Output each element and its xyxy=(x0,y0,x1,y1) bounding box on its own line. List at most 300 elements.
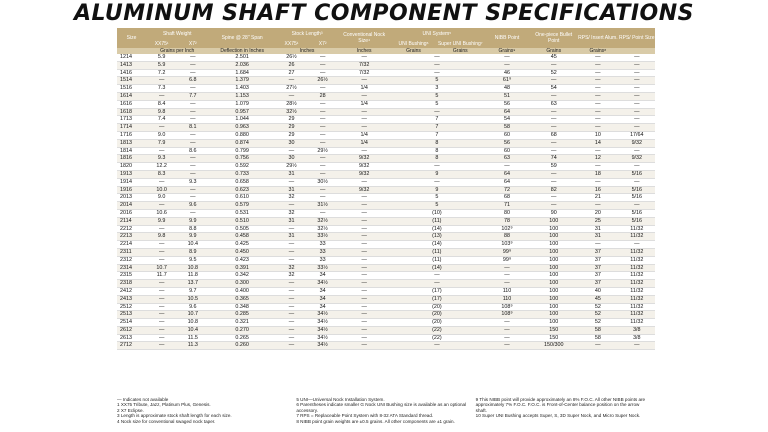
cell-onepiece-point: 82 xyxy=(530,186,577,194)
cell-rps-point-size: 9/32 xyxy=(619,139,655,147)
cell-length-x7: — xyxy=(307,61,338,69)
cell-nibb-point: 56 xyxy=(484,139,531,147)
cell-uni-bushing: 8 xyxy=(390,139,483,147)
cell-size: 2114 xyxy=(117,217,146,225)
header-stock-x7: X7² xyxy=(307,40,338,48)
table-row xyxy=(117,124,655,132)
cell-rps-point-size: — xyxy=(619,124,655,132)
cell-rps-insert: — xyxy=(577,69,619,77)
cell-rps-insert: 18 xyxy=(577,170,619,178)
cell-length-x7: 32½ xyxy=(307,225,338,233)
cell-weight-xx75: — xyxy=(146,241,177,249)
cell-uni-bushing: 7 xyxy=(390,124,483,132)
cell-length-x7: — xyxy=(307,85,338,93)
cell-onepiece-point: 100 xyxy=(530,319,577,327)
cell-uni-bushing: 8 xyxy=(390,155,483,163)
cell-size: 2514 xyxy=(117,319,146,327)
footnote: 4 Nock size for conventional swaged nock taper. xyxy=(117,418,216,424)
cell-weight-xx75: 8.3 xyxy=(146,170,177,178)
cell-spine: 0.342 xyxy=(208,272,276,280)
footnote: 8 NIBB point grain weights are ±0.5 grains. All other components are ±1 grain. xyxy=(296,418,455,424)
cell-uni-bushing: (13) xyxy=(390,233,483,241)
table-row xyxy=(117,209,655,217)
cell-spine: 0.321 xyxy=(208,319,276,327)
cell-rps-point-size: 5/16 xyxy=(619,209,655,217)
cell-rps-insert: 52 xyxy=(577,311,619,319)
cell-rps-point-size: — xyxy=(619,147,655,155)
cell-spine: 1.403 xyxy=(208,85,276,93)
cell-length-xx75: 31 xyxy=(276,217,307,225)
cell-length-x7: — xyxy=(307,186,338,194)
cell-nock-size: 7/32 xyxy=(338,61,390,69)
header-size: Size xyxy=(117,28,146,48)
cell-onepiece-point: 74 xyxy=(530,155,577,163)
cell-length-x7: — xyxy=(307,170,338,178)
cell-weight-xx75: 9.9 xyxy=(146,217,177,225)
cell-length-xx75: — xyxy=(276,202,307,210)
cell-spine: 1.079 xyxy=(208,100,276,108)
cell-size: 2312 xyxy=(117,256,146,264)
cell-weight-x7: 10.4 xyxy=(177,241,208,249)
cell-nibb-point: 60 xyxy=(484,131,531,139)
cell-rps-insert: — xyxy=(577,241,619,249)
cell-rps-insert: — xyxy=(577,124,619,132)
cell-spine: 1.153 xyxy=(208,92,276,100)
cell-weight-xx75: — xyxy=(146,77,177,85)
cell-rps-point-size: 5/16 xyxy=(619,217,655,225)
cell-size: 1716 xyxy=(117,131,146,139)
units-uni2: Grains xyxy=(437,48,484,54)
cell-rps-point-size: — xyxy=(619,342,655,350)
cell-rps-point-size: 5/16 xyxy=(619,194,655,202)
cell-uni-bushing: (11) xyxy=(390,256,483,264)
cell-length-xx75: — xyxy=(276,334,307,342)
cell-onepiece-point: — xyxy=(530,92,577,100)
units-spine: Deflection in Inches xyxy=(208,48,276,54)
cell-size: 2016 xyxy=(117,209,146,217)
cell-length-x7: 34 xyxy=(307,303,338,311)
cell-length-xx75: — xyxy=(276,92,307,100)
cell-size: 2613 xyxy=(117,334,146,342)
cell-uni-bushing: (11) xyxy=(390,248,483,256)
cell-nock-size: — xyxy=(338,116,390,124)
cell-size: 1813 xyxy=(117,139,146,147)
cell-rps-insert: — xyxy=(577,108,619,116)
cell-uni-bushing: 9 xyxy=(390,170,483,178)
cell-onepiece-point: 100 xyxy=(530,287,577,295)
cell-rps-insert: 52 xyxy=(577,319,619,327)
cell-spine: 0.579 xyxy=(208,202,276,210)
units-weight: Grains per Inch xyxy=(146,48,208,54)
cell-nock-size: — xyxy=(338,108,390,116)
cell-rps-point-size: 9/32 xyxy=(619,155,655,163)
cell-onepiece-point: 63 xyxy=(530,100,577,108)
table-row xyxy=(117,217,655,225)
cell-length-xx75: — xyxy=(276,147,307,155)
cell-weight-x7: — xyxy=(177,139,208,147)
table-row xyxy=(117,202,655,210)
cell-length-xx75: 32½ xyxy=(276,108,307,116)
cell-size: 2513 xyxy=(117,311,146,319)
cell-spine: 0.505 xyxy=(208,225,276,233)
cell-weight-xx75: — xyxy=(146,342,177,350)
cell-length-x7: — xyxy=(307,124,338,132)
cell-nock-size: — xyxy=(338,326,390,334)
table-row xyxy=(117,163,655,171)
table-row xyxy=(117,147,655,155)
cell-length-x7: — xyxy=(307,108,338,116)
table-row xyxy=(117,61,655,69)
table-row xyxy=(117,139,655,147)
cell-uni-bushing: (17) xyxy=(390,295,483,303)
cell-weight-xx75: — xyxy=(146,225,177,233)
footnotes-column-2 xyxy=(296,397,475,431)
cell-onepiece-point: 100 xyxy=(530,311,577,319)
cell-weight-x7: — xyxy=(177,116,208,124)
cell-onepiece-point: 100 xyxy=(530,217,577,225)
cell-rps-point-size: 11/32 xyxy=(619,303,655,311)
cell-spine: 0.733 xyxy=(208,170,276,178)
cell-nibb-point: 99⁹ xyxy=(484,248,531,256)
cell-weight-x7: 9.6 xyxy=(177,303,208,311)
cell-uni-bushing: 5 xyxy=(390,92,483,100)
cell-weight-xx75: — xyxy=(146,326,177,334)
table-row xyxy=(117,248,655,256)
cell-nock-size: — xyxy=(338,264,390,272)
cell-rps-point-size: — xyxy=(619,69,655,77)
cell-nock-size: 1/4 xyxy=(338,100,390,108)
cell-weight-xx75: 11.7 xyxy=(146,272,177,280)
cell-nibb-point: 58 xyxy=(484,124,531,132)
cell-nibb-point: — xyxy=(484,61,531,69)
header-rps-insert: RPS/ Insert Alum. xyxy=(577,28,619,48)
table-row xyxy=(117,256,655,264)
cell-spine: 0.957 xyxy=(208,108,276,116)
cell-spine: 1.379 xyxy=(208,77,276,85)
cell-nibb-point: 108⁹ xyxy=(484,303,531,311)
cell-length-x7: 34 xyxy=(307,287,338,295)
cell-length-xx75: 27½ xyxy=(276,85,307,93)
cell-rps-point-size: 3/8 xyxy=(619,334,655,342)
table-row xyxy=(117,295,655,303)
cell-onepiece-point: 52 xyxy=(530,69,577,77)
cell-onepiece-point: — xyxy=(530,202,577,210)
cell-spine: 0.756 xyxy=(208,155,276,163)
cell-rps-insert: — xyxy=(577,92,619,100)
cell-rps-insert: — xyxy=(577,116,619,124)
cell-size: 2612 xyxy=(117,326,146,334)
cell-length-x7: 33 xyxy=(307,241,338,249)
header-uni-bushing: UNI Bushing⁶ xyxy=(390,40,437,48)
header-shaft-weight: Shaft Weight xyxy=(146,28,208,40)
cell-onepiece-point: — xyxy=(530,139,577,147)
cell-nibb-point: — xyxy=(484,54,531,61)
cell-length-x7: 34½ xyxy=(307,319,338,327)
cell-onepiece-point: 100 xyxy=(530,264,577,272)
cell-rps-insert: — xyxy=(577,61,619,69)
cell-weight-xx75: 9.0 xyxy=(146,131,177,139)
cell-weight-x7: 9.6 xyxy=(177,202,208,210)
cell-nock-size: 1/4 xyxy=(338,85,390,93)
cell-rps-point-size: 17/64 xyxy=(619,131,655,139)
cell-rps-insert: — xyxy=(577,85,619,93)
cell-weight-x7: — xyxy=(177,100,208,108)
cell-size: 2311 xyxy=(117,248,146,256)
cell-rps-point-size: 11/32 xyxy=(619,264,655,272)
cell-rps-point-size: 5/16 xyxy=(619,170,655,178)
cell-spine: 0.658 xyxy=(208,178,276,186)
cell-spine: 0.348 xyxy=(208,303,276,311)
cell-rps-point-size: — xyxy=(619,92,655,100)
cell-nibb-point: 60 xyxy=(484,147,531,155)
cell-onepiece-point: — xyxy=(530,61,577,69)
cell-nibb-point: — xyxy=(484,334,531,342)
cell-weight-x7: 9.7 xyxy=(177,287,208,295)
cell-weight-x7: 11.3 xyxy=(177,342,208,350)
table-row xyxy=(117,272,655,280)
cell-length-xx75: — xyxy=(276,241,307,249)
cell-nibb-point: 108⁹ xyxy=(484,311,531,319)
cell-weight-xx75: — xyxy=(146,178,177,186)
footnote: 3 Length is approximate stock shaft length for each size. xyxy=(117,413,232,419)
cell-size: 1820 xyxy=(117,163,146,171)
cell-rps-point-size: 11/32 xyxy=(619,248,655,256)
cell-weight-x7: 9.5 xyxy=(177,256,208,264)
cell-nibb-point: 72 xyxy=(484,186,531,194)
cell-weight-x7: — xyxy=(177,131,208,139)
cell-uni-bushing: — xyxy=(390,272,483,280)
table-row xyxy=(117,233,655,241)
cell-uni-bushing: 9 xyxy=(390,186,483,194)
table-row xyxy=(117,311,655,319)
cell-size: 1514 xyxy=(117,77,146,85)
cell-length-xx75: 26 xyxy=(276,61,307,69)
cell-onepiece-point: 100 xyxy=(530,303,577,311)
cell-nock-size: — xyxy=(338,92,390,100)
cell-nock-size: — xyxy=(338,319,390,327)
cell-rps-point-size: — xyxy=(619,61,655,69)
cell-uni-bushing: (20) xyxy=(390,311,483,319)
table-row xyxy=(117,170,655,178)
cell-weight-xx75: 7.2 xyxy=(146,69,177,77)
cell-size: 1516 xyxy=(117,85,146,93)
header-nibb: NIBB Point xyxy=(484,28,531,48)
cell-weight-x7: 8.6 xyxy=(177,147,208,155)
cell-weight-xx75: — xyxy=(146,124,177,132)
cell-nock-size: — xyxy=(338,295,390,303)
cell-nock-size: — xyxy=(338,248,390,256)
cell-rps-point-size: 11/32 xyxy=(619,233,655,241)
cell-rps-point-size: — xyxy=(619,202,655,210)
cell-spine: 0.799 xyxy=(208,147,276,155)
cell-weight-x7: 6.8 xyxy=(177,77,208,85)
table-row xyxy=(117,225,655,233)
cell-length-x7: — xyxy=(307,131,338,139)
cell-uni-bushing: (20) xyxy=(390,319,483,327)
cell-uni-bushing: — xyxy=(390,61,483,69)
cell-uni-bushing: 5 xyxy=(390,77,483,85)
cell-spine: 1.684 xyxy=(208,69,276,77)
cell-rps-insert: 10 xyxy=(577,131,619,139)
cell-size: 1916 xyxy=(117,186,146,194)
cell-nibb-point: 56 xyxy=(484,100,531,108)
cell-rps-point-size: 5/16 xyxy=(619,186,655,194)
cell-rps-point-size: 3/8 xyxy=(619,326,655,334)
cell-onepiece-point: — xyxy=(530,116,577,124)
footnote: 2 X7 Eclipse. xyxy=(117,407,144,413)
cell-nock-size: — xyxy=(338,342,390,350)
footnote: 6 Parentheses indicate smaller G Nock UNI Bushing size is available as an optional accessory. xyxy=(296,402,467,413)
cell-spine: 0.260 xyxy=(208,342,276,350)
cell-onepiece-point: — xyxy=(530,108,577,116)
cell-weight-x7: — xyxy=(177,186,208,194)
cell-weight-xx75: — xyxy=(146,256,177,264)
cell-spine: 0.285 xyxy=(208,311,276,319)
cell-spine: 0.510 xyxy=(208,217,276,225)
units-uni1: Grains xyxy=(390,48,437,54)
cell-spine: 0.592 xyxy=(208,163,276,171)
cell-rps-point-size: 11/32 xyxy=(619,225,655,233)
cell-nock-size: 9/32 xyxy=(338,186,390,194)
cell-rps-insert: — xyxy=(577,147,619,155)
cell-uni-bushing: (22) xyxy=(390,334,483,342)
cell-onepiece-point: 90 xyxy=(530,209,577,217)
cell-length-x7: — xyxy=(307,155,338,163)
cell-onepiece-point: 100 xyxy=(530,295,577,303)
cell-rps-insert: — xyxy=(577,77,619,85)
cell-length-x7: — xyxy=(307,100,338,108)
cell-weight-xx75: — xyxy=(146,295,177,303)
cell-spine: 0.265 xyxy=(208,334,276,342)
cell-nibb-point: — xyxy=(484,163,531,171)
header-onepiece: One-piece Bullet Point xyxy=(530,28,577,48)
table-row xyxy=(117,155,655,163)
cell-nibb-point: 78 xyxy=(484,217,531,225)
cell-spine: 2.501 xyxy=(208,54,276,61)
cell-rps-insert: 58 xyxy=(577,334,619,342)
cell-nibb-point: 88 xyxy=(484,233,531,241)
cell-weight-x7: 8.9 xyxy=(177,248,208,256)
cell-weight-x7: 10.5 xyxy=(177,295,208,303)
cell-onepiece-point: — xyxy=(530,178,577,186)
cell-rps-insert: 31 xyxy=(577,225,619,233)
cell-length-x7: — xyxy=(307,116,338,124)
table-row xyxy=(117,264,655,272)
cell-weight-xx75: — xyxy=(146,311,177,319)
cell-length-xx75: 29½ xyxy=(276,163,307,171)
cell-length-xx75: 27 xyxy=(276,69,307,77)
cell-length-x7: 33 xyxy=(307,256,338,264)
cell-length-x7: 33 xyxy=(307,248,338,256)
cell-rps-insert: — xyxy=(577,100,619,108)
cell-weight-xx75: — xyxy=(146,334,177,342)
cell-weight-xx75: 9.8 xyxy=(146,108,177,116)
cell-rps-point-size: — xyxy=(619,85,655,93)
footnote: 10 Super UNI Bushing accepts Super, S, 3D Super Nock, and Micro Super Nock. xyxy=(475,413,641,419)
cell-nock-size: — xyxy=(338,256,390,264)
cell-length-xx75: — xyxy=(276,178,307,186)
cell-rps-point-size: — xyxy=(619,100,655,108)
cell-size: 1618 xyxy=(117,108,146,116)
cell-length-xx75: — xyxy=(276,248,307,256)
cell-weight-x7: 8.1 xyxy=(177,124,208,132)
cell-rps-point-size: 11/32 xyxy=(619,280,655,288)
cell-uni-bushing: 8 xyxy=(390,147,483,155)
cell-size: 1413 xyxy=(117,61,146,69)
cell-weight-xx75: — xyxy=(146,202,177,210)
header-nock: Conventional Nock Size⁴ xyxy=(338,28,390,48)
cell-rps-point-size: 11/32 xyxy=(619,256,655,264)
cell-length-x7: — xyxy=(307,209,338,217)
table-row xyxy=(117,69,655,77)
cell-rps-point-size: — xyxy=(619,163,655,171)
cell-uni-bushing: (14) xyxy=(390,264,483,272)
cell-onepiece-point: 100 xyxy=(530,248,577,256)
cell-spine: 0.270 xyxy=(208,326,276,334)
units-nibb: Grains⁹ xyxy=(484,48,531,54)
cell-size: 1616 xyxy=(117,100,146,108)
cell-weight-x7: 10.4 xyxy=(177,326,208,334)
cell-weight-x7: 9.9 xyxy=(177,233,208,241)
cell-length-xx75: 32 xyxy=(276,272,307,280)
cell-weight-xx75: — xyxy=(146,287,177,295)
cell-uni-bushing: — xyxy=(390,69,483,77)
cell-weight-x7: 11.5 xyxy=(177,334,208,342)
cell-weight-x7: 9.3 xyxy=(177,178,208,186)
cell-weight-xx75: — xyxy=(146,319,177,327)
cell-onepiece-point: — xyxy=(530,77,577,85)
cell-nock-size: — xyxy=(338,311,390,319)
cell-uni-bushing: (14) xyxy=(390,241,483,249)
cell-weight-x7: 7.7 xyxy=(177,92,208,100)
table-row xyxy=(117,303,655,311)
table-row xyxy=(117,280,655,288)
cell-length-xx75: 32 xyxy=(276,209,307,217)
cell-rps-insert: 37 xyxy=(577,248,619,256)
cell-size: 1614 xyxy=(117,92,146,100)
cell-nock-size: — xyxy=(338,272,390,280)
cell-nock-size: — xyxy=(338,334,390,342)
footnotes-column-1 xyxy=(117,397,296,431)
cell-length-xx75: 29 xyxy=(276,124,307,132)
cell-nock-size: — xyxy=(338,124,390,132)
cell-length-xx75: 31 xyxy=(276,233,307,241)
table-row xyxy=(117,194,655,202)
cell-nock-size: — xyxy=(338,233,390,241)
cell-spine: 0.423 xyxy=(208,256,276,264)
table-row xyxy=(117,342,655,350)
cell-rps-insert: 20 xyxy=(577,209,619,217)
cell-length-xx75: — xyxy=(276,326,307,334)
cell-rps-insert: — xyxy=(577,163,619,171)
cell-weight-xx75: 9.0 xyxy=(146,194,177,202)
cell-length-xx75: — xyxy=(276,295,307,303)
cell-nock-size: — xyxy=(338,194,390,202)
cell-nock-size: — xyxy=(338,287,390,295)
cell-length-x7: 28 xyxy=(307,92,338,100)
header-super-uni: Super UNI Bushing⁷ xyxy=(437,41,483,47)
cell-onepiece-point: 68 xyxy=(530,131,577,139)
cell-onepiece-point: — xyxy=(530,124,577,132)
cell-weight-xx75: 10.7 xyxy=(146,264,177,272)
header-uni: UNI System⁵ xyxy=(390,28,483,40)
cell-nock-size: 9/32 xyxy=(338,163,390,171)
cell-onepiece-point: — xyxy=(530,194,577,202)
cell-size: 2213 xyxy=(117,233,146,241)
cell-nock-size: — xyxy=(338,54,390,61)
table-row xyxy=(117,326,655,334)
cell-length-x7: 34½ xyxy=(307,280,338,288)
